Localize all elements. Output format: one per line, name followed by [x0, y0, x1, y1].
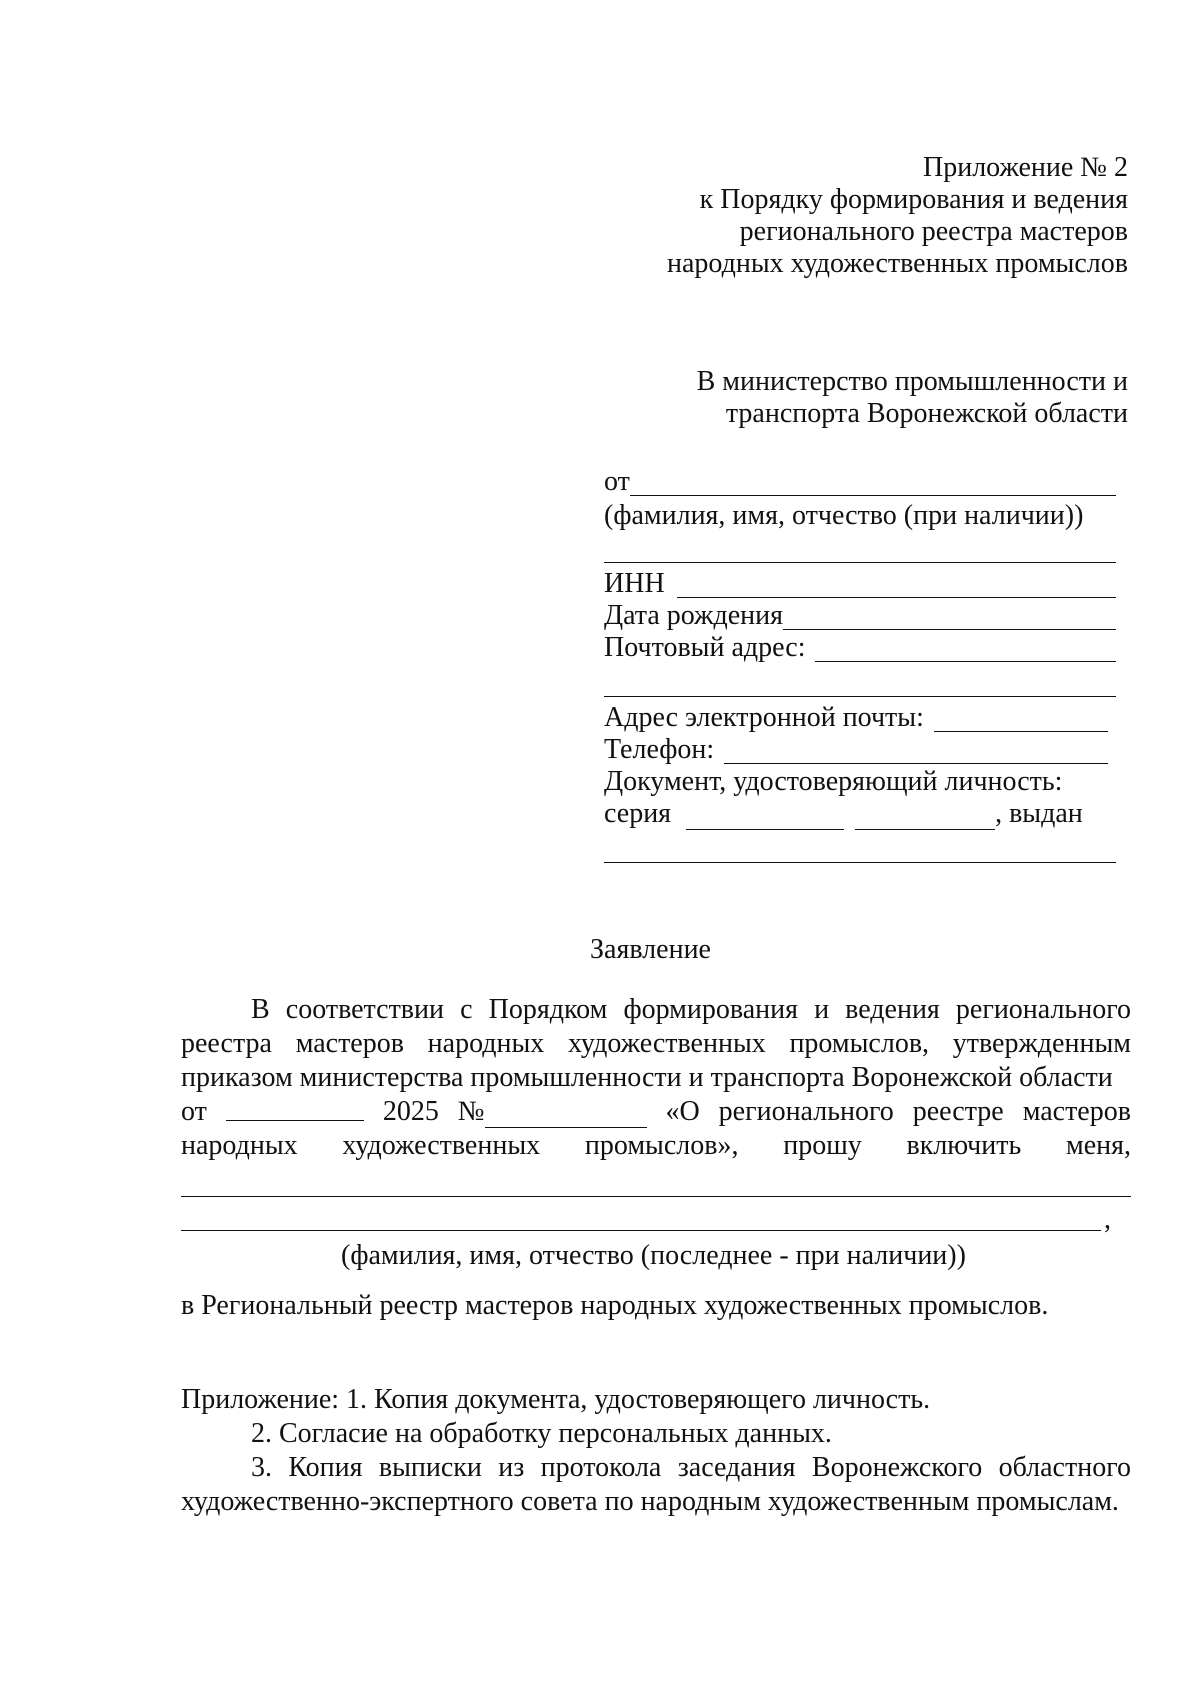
word: В: [251, 994, 270, 1025]
phone-label: Телефон:: [604, 734, 715, 765]
word: включить: [906, 1130, 1022, 1161]
statement-title: Заявление: [590, 934, 711, 965]
phone-field: [604, 734, 1108, 766]
attachment-item-1: Приложение: 1. Копия документа, удостоверяющего личность.: [181, 1384, 931, 1415]
attachment-item-2: 2. Согласие на обработку персональных данных.: [251, 1418, 832, 1449]
email-blank[interactable]: [934, 707, 1108, 732]
from-label: от: [604, 466, 630, 497]
word: из: [498, 1452, 525, 1483]
word: реестра: [181, 1028, 272, 1059]
postal-field: [604, 632, 1116, 664]
word: соответствии: [285, 994, 444, 1025]
word: народных: [181, 1130, 298, 1161]
word: Воронежского: [811, 1452, 983, 1483]
word: заседания: [677, 1452, 796, 1483]
statement-line-5: [181, 1130, 1131, 1162]
word: мастеров: [295, 1028, 404, 1059]
applicant-name-line[interactable]: [181, 1196, 1131, 1197]
word: художественных: [342, 1130, 541, 1161]
word: промыслов,: [789, 1028, 930, 1059]
word: прошу: [783, 1130, 862, 1161]
word: «О: [665, 1096, 700, 1127]
issued-blank-line[interactable]: [604, 862, 1116, 863]
word: Порядком: [488, 994, 608, 1025]
attachment-item-3: [251, 1452, 1131, 1484]
word: утвержденным: [952, 1028, 1131, 1059]
word: мастеров: [1022, 1096, 1131, 1127]
word: выписки: [378, 1452, 482, 1483]
name-hint: (фамилия, имя, отчество (при наличии)): [604, 500, 1084, 531]
word-from: от: [181, 1096, 207, 1127]
number-blank[interactable]: [855, 805, 995, 830]
word: Копия: [288, 1452, 363, 1483]
inn-label: ИНН: [604, 568, 665, 599]
birth-field: [604, 600, 1116, 632]
appendix-subtitle-line: к Порядку формирования и ведения: [699, 184, 1128, 215]
registry-line: в Региональный реестр мастеров народных художественных промыслов.: [181, 1290, 1049, 1321]
name-comma: ,: [1104, 1204, 1111, 1235]
order-number-blank[interactable]: [485, 1103, 647, 1128]
word: протокола: [540, 1452, 662, 1483]
order-year: 2025: [382, 1096, 439, 1127]
addressee-line: транспорта Воронежской области: [725, 398, 1128, 429]
word: меня,: [1065, 1130, 1131, 1161]
inn-field: [604, 568, 1116, 600]
inn-blank[interactable]: [677, 573, 1116, 598]
name-blank-line[interactable]: [604, 562, 1116, 563]
email-field: [604, 702, 1108, 734]
word: реестре: [912, 1096, 1004, 1127]
series-label: серия: [604, 798, 672, 829]
word: регионального: [718, 1096, 894, 1127]
phone-blank[interactable]: [724, 739, 1108, 764]
appendix-title: Приложение № 2: [923, 152, 1128, 183]
word: промыслов»,: [584, 1130, 739, 1161]
statement-line-2: [181, 1028, 1131, 1060]
word: формирования: [623, 994, 798, 1025]
order-date-blank[interactable]: [226, 1096, 364, 1121]
word: художественных: [568, 1028, 766, 1059]
issued-label: , выдан: [995, 798, 1083, 829]
word: 3.: [251, 1452, 272, 1483]
email-label: Адрес электронной почты:: [604, 702, 924, 733]
birth-label: Дата рождения: [604, 600, 783, 631]
statement-line-3: приказом министерства промышленности и транспорта Воронежской области: [181, 1062, 1113, 1093]
statement-line-4: [181, 1096, 1131, 1128]
from-blank[interactable]: [630, 471, 1116, 496]
applicant-name-hint: (фамилия, имя, отчество (последнее - при наличии)): [341, 1240, 966, 1271]
order-number-group: [458, 1096, 647, 1128]
postal-blank-line[interactable]: [604, 696, 1116, 697]
id-doc-label: Документ, удостоверяющий личность:: [604, 766, 1063, 797]
series-blank[interactable]: [686, 805, 844, 830]
attachment-item-3-continued: художественно-экспертного совета по народным художественным промыслам.: [181, 1486, 1119, 1517]
from-field: [604, 466, 1116, 498]
word: и: [814, 994, 830, 1025]
statement-line-1: [251, 994, 1131, 1026]
word: областного: [998, 1452, 1131, 1483]
postal-label: Почтовый адрес:: [604, 632, 806, 663]
number-sign: №: [457, 1096, 485, 1127]
series-field: [604, 798, 1083, 830]
postal-blank[interactable]: [815, 637, 1116, 662]
birth-blank[interactable]: [783, 605, 1116, 630]
appendix-subtitle-line: народных художественных промыслов: [666, 248, 1128, 279]
word: ведения: [845, 994, 940, 1025]
addressee-line: В министерство промышленности и: [696, 366, 1128, 397]
word: регионального: [955, 994, 1131, 1025]
appendix-subtitle-line: регионального реестра мастеров: [739, 216, 1128, 247]
word: народных: [427, 1028, 545, 1059]
word: с: [460, 994, 473, 1025]
applicant-name-line[interactable]: [181, 1230, 1101, 1231]
